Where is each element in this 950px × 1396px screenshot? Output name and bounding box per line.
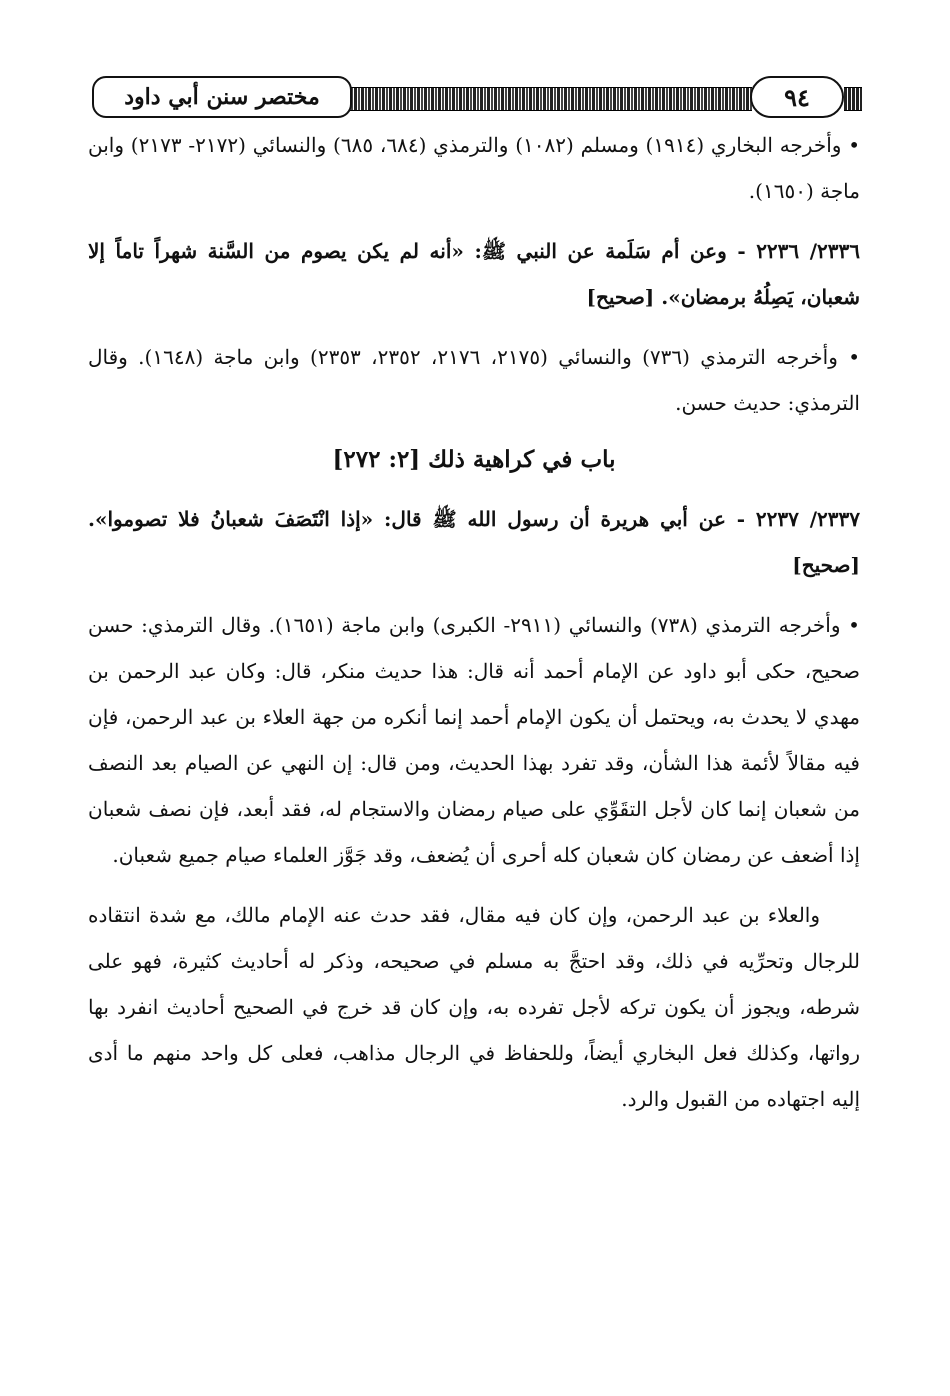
book-title: مختصر سنن أبي داود [92,76,352,118]
hadith-2336: ٢٣٣٦/ ٢٢٣٦ - وعن أم سَلَمة عن النبي ﷺ: «أنه لم يكن يصوم من السَّنة شهراً تاماً إلا شعبان، يَصِلُهُ برمضان». [صحيح] [88,239,860,309]
commentary-paragraph: والعلاء بن عبد الرحمن، وإن كان فيه مقال، فقد حدث عنه الإمام مالك، مع شدة انتقاده للرجال وتحرِّيه في ذلك، وقد احتجَّ به مسلم في صحيحه، وذكر له أحاديث كثيرة، فهو على شرطه، ويجوز أن يكون تركه لأجل تفرده به، وإن كان قد خرج في الصحيح أحاديث انفرد بها رواتها، وكذلك فعل البخاري أيضاً، وللحفاظ في الرجال مذاهب، فعلى كل واحد منهم ما أدى إليه اجتهاده من القبول والرد. [88,903,860,1111]
header-bar-end [844,87,862,111]
page-number: ٩٤ [750,76,844,118]
page-body [88,122,860,1122]
takhrij-paragraph: • وأخرجه البخاري (١٩١٤) ومسلم (١٠٨٢) والترمذي (٦٨٤، ٦٨٥) والنسائي (٢١٧٢- ٢١٧٣) وابن ماجة (١٦٥٠). [88,133,861,203]
header-decorative-bar [347,87,752,111]
hadith-2337: ٢٣٣٧/ ٢٢٣٧ - عن أبي هريرة أن رسول الله ﷺ قال: «إذا انْتَصَفَ شعبانُ فلا تصوموا». [صحيح] [88,507,860,577]
takhrij-paragraph: • وأخرجه الترمذي (٧٣٨) والنسائي (٢٩١١- الكبرى) وابن ماجة (١٦٥١). وقال الترمذي: حسن صحيح، حكى أبو داود عن الإمام أحمد أنه قال: هذا حديث منكر، قال: وكان عبد الرحمن بن مهدي لا يحدث به، ويحتمل أن يكون الإمام أحمد إنما أنكره من جهة العلاء بن عبد الرحمن، فإن فيه مقالاً لأئمة هذا الشأن، وقد تفرد بهذا الحديث، ومن قال: إن النهي عن الصيام بعد النصف من شعبان إنما كان لأجل التقَوِّي على صيام رمضان والاستجام له، فقد أبعد، فإن نصف شعبان إذا أضعف عن رمضان كان شعبان كله أحرى أن يُضعف، وقد جَوَّز العلماء صيام جميع شعبان. [88,613,860,867]
takhrij-paragraph: • وأخرجه الترمذي (٧٣٦) والنسائي (٢١٧٥، ٢١٧٦، ٢٣٥٢، ٢٣٥٣) وابن ماجة (١٦٤٨). وقال الترمذي: حديث حسن. [88,345,861,415]
page-header [92,74,862,120]
chapter-heading: باب في كراهية ذلك [٢: ٢٧٢] [332,446,616,473]
